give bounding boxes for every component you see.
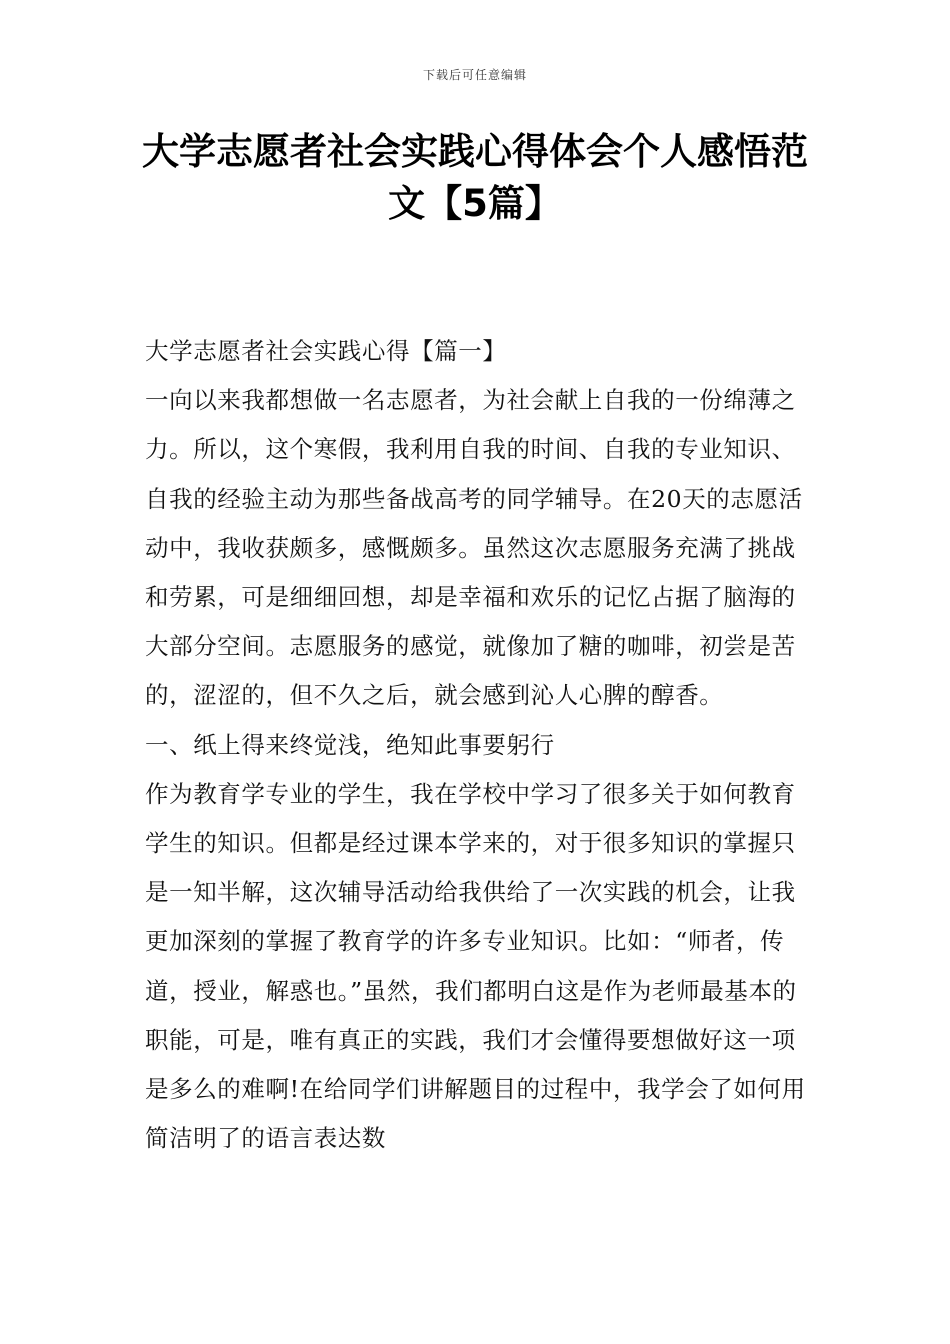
header-note: 下载后可任意编辑 [422,68,527,82]
paragraph: 作为教育学专业的学生，我在学校中学习了很多关于如何教育学生的知识。但都是经过课本学来的，对于很多知识的掌握只是一知半解，这次辅导活动给我供给了一次实践的机会，让我更加深刻的掌握了教育学的许多专业知识。比如：“师者，传道，授业，解惑也。”虽然，我们都明白这是作为老师最基本的职能，可是，唯有真正的实践，我们才会懂得要想做好这一项是多么的难啊!在给同学们讲解题目的过程中，我学会了如何用简洁明了的语言表达数 [145,779,806,1153]
paragraph: 一向以来我都想做一名志愿者，为社会献上自我的一份绵薄之力。所以，这个寒假，我利用自我的时间、自我的专业知识、自我的经验主动为那些备战高考的同学辅导。在20天的志愿活动中，我收获颇多，感慨颇多。虽然这次志愿服务充满了挑战和劳累，可是细细回想，却是幸福和欢乐的记忆占据了脑海的大部分空间。志愿服务的感觉，就像加了糖的咖啡，初尝是苦的，涩涩的，但不久之后，就会感到沁人心脾的醇香。 [145,386,803,710]
subheading: 一、纸上得来终觉浅，绝知此事要躬行 [145,730,555,759]
section-heading: 大学志愿者社会实践心得【篇一】 [145,337,507,365]
document-title: 大学志愿者社会实践心得体会个人感悟范文【5篇】 [142,130,808,225]
document-body [145,327,807,1163]
